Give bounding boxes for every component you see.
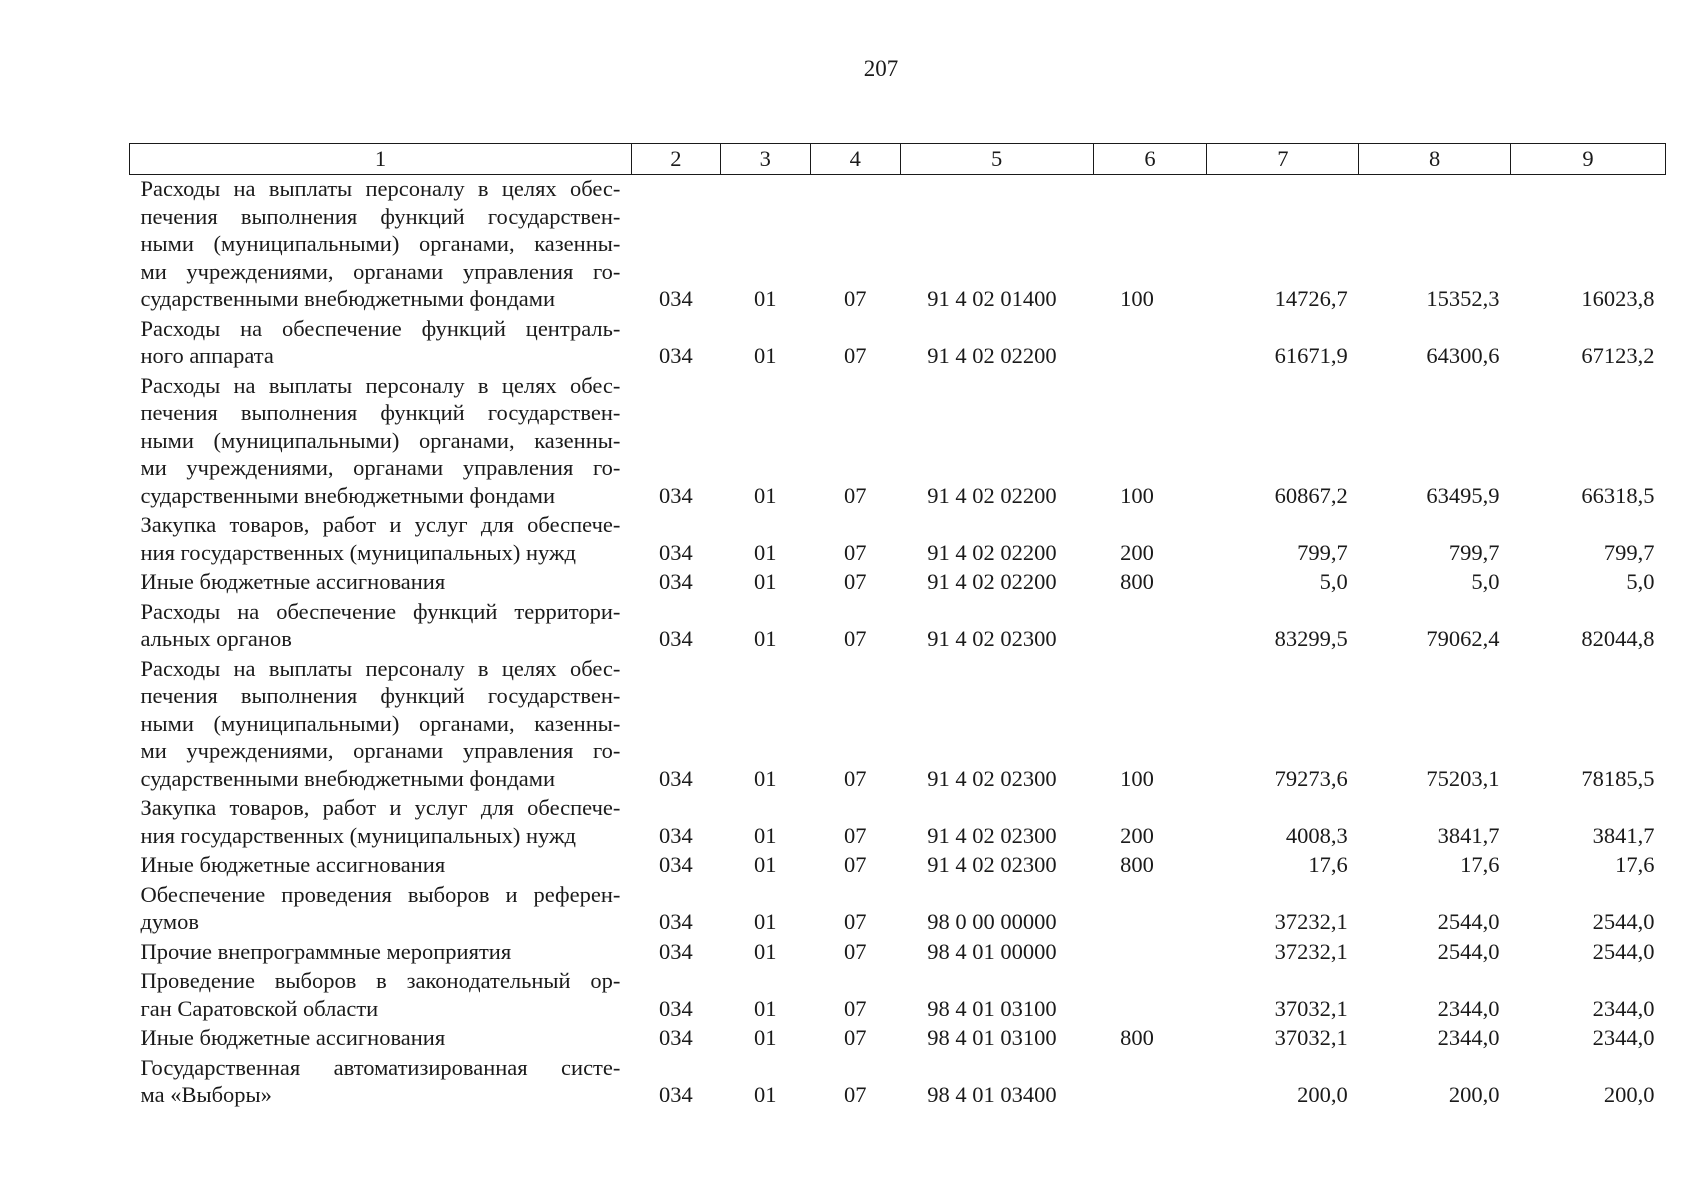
ministry-code: 034 [658, 995, 693, 1021]
row-description [130, 794, 632, 851]
target-article-code: 91 4 02 02300 [927, 852, 1057, 877]
amount-year-1: 37032,1 [1274, 995, 1348, 1021]
description-line: Государственная автоматизированная систе- [140, 1054, 621, 1080]
section-code: 01 [753, 822, 777, 848]
amount-year-1: 79273,6 [1274, 765, 1348, 791]
amount-year-3: 2544,0 [1592, 909, 1655, 934]
target-article-code: 91 4 02 02300 [927, 626, 1057, 651]
description-line: ного аппарата [140, 343, 274, 368]
table-row [130, 938, 1666, 968]
description-line: ния государственных (муниципальных) нужд [140, 822, 576, 848]
row-description [130, 315, 632, 372]
subsection-code: 07 [843, 822, 867, 848]
amount-year-3: 799,7 [1603, 539, 1655, 565]
description-line: Обеспечение проведения выборов и референ- [140, 881, 621, 907]
subsection-code: 07 [843, 343, 867, 368]
budget-table [129, 143, 1666, 1111]
section-code: 01 [753, 1025, 777, 1050]
table-row [130, 511, 1666, 568]
amount-year-1: 14726,7 [1274, 286, 1348, 311]
table-row [130, 1054, 1666, 1111]
amount-year-3: 78185,5 [1581, 765, 1655, 791]
row-description [130, 1054, 632, 1111]
page-number: 207 [863, 56, 899, 81]
expense-type-code [1093, 598, 1207, 655]
row-description [130, 881, 632, 938]
table-row [130, 967, 1666, 1024]
target-article-code: 91 4 02 02200 [927, 482, 1057, 508]
description-line: Прочие внепрограммные мероприятия [140, 938, 512, 964]
description-line: ми учреждениями, органами управления го- [140, 738, 621, 763]
target-article-code: 91 4 02 02300 [927, 765, 1057, 791]
expense-type-code: 800 [1120, 569, 1154, 594]
target-article-code: 91 4 02 02200 [927, 569, 1057, 594]
subsection-code: 07 [843, 482, 867, 508]
description-line: ными (муниципальными) органами, казенны- [140, 710, 621, 736]
row-description [130, 967, 632, 1024]
section-code: 01 [753, 938, 777, 964]
row-description [130, 655, 632, 795]
amount-year-2: 64300,6 [1426, 343, 1500, 368]
description-line: Проведение выборов в законодательный ор- [140, 968, 621, 993]
amount-year-3: 2544,0 [1592, 938, 1655, 964]
ministry-code: 034 [658, 1025, 693, 1050]
expense-type-code [1093, 938, 1207, 968]
amount-year-2: 75203,1 [1426, 765, 1500, 791]
subsection-code: 07 [843, 1025, 867, 1050]
description-line: печения выполнения функций государствен- [140, 683, 621, 708]
description-line: сударственными внебюджетными фондами [140, 765, 556, 791]
header-cell: 5 [900, 144, 1093, 175]
description-line: ми учреждениями, органами управления го- [140, 258, 621, 284]
amount-year-2: 2544,0 [1437, 938, 1500, 964]
section-code: 01 [753, 765, 777, 791]
header-cell: 1 [130, 144, 632, 175]
amount-year-2: 17,6 [1460, 852, 1500, 877]
expense-type-code [1093, 881, 1207, 938]
amount-year-3: 5,0 [1626, 569, 1655, 594]
target-article-code: 98 4 01 00000 [927, 938, 1057, 964]
header-row [130, 144, 1666, 175]
description-line: ния государственных (муниципальных) нужд [140, 539, 576, 565]
table-row [130, 175, 1666, 315]
amount-year-2: 2344,0 [1437, 995, 1500, 1021]
table-row [130, 315, 1666, 372]
target-article-code: 98 4 01 03400 [927, 1082, 1057, 1107]
row-description [130, 598, 632, 655]
table-row [130, 568, 1666, 598]
row-description [130, 851, 632, 881]
amount-year-2: 5,0 [1471, 569, 1500, 594]
ministry-code: 034 [658, 822, 693, 848]
table-row [130, 851, 1666, 881]
ministry-code: 034 [658, 852, 693, 877]
amount-year-2: 3841,7 [1437, 822, 1500, 848]
amount-year-3: 16023,8 [1581, 286, 1655, 311]
amount-year-1: 83299,5 [1274, 626, 1348, 651]
description-line: ми учреждениями, органами управления го- [140, 455, 621, 480]
subsection-code: 07 [843, 995, 867, 1021]
description-line: ными (муниципальными) органами, казенны- [140, 231, 621, 256]
target-article-code: 91 4 02 02200 [927, 539, 1057, 565]
row-description [130, 511, 632, 568]
ministry-code: 034 [658, 539, 693, 565]
row-description [130, 568, 632, 598]
subsection-code: 07 [843, 938, 867, 964]
row-description [130, 175, 632, 315]
subsection-code: 07 [843, 765, 867, 791]
expense-type-code [1093, 315, 1207, 372]
section-code: 01 [753, 852, 777, 877]
amount-year-3: 17,6 [1615, 852, 1655, 877]
header-cell: 3 [720, 144, 810, 175]
subsection-code: 07 [843, 626, 867, 651]
header-cell: 8 [1359, 144, 1511, 175]
target-article-code: 91 4 02 01400 [927, 286, 1057, 311]
amount-year-2: 63495,9 [1426, 482, 1500, 508]
amount-year-2: 2544,0 [1437, 909, 1500, 934]
description-line: ными (муниципальными) органами, казенны- [140, 427, 621, 453]
subsection-code: 07 [843, 1082, 867, 1107]
description-line: ган Саратовской области [140, 995, 379, 1021]
amount-year-2: 200,0 [1448, 1082, 1500, 1107]
expense-type-code: 200 [1120, 822, 1154, 848]
amount-year-3: 3841,7 [1592, 822, 1655, 848]
amount-year-3: 66318,5 [1581, 482, 1655, 508]
section-code: 01 [753, 482, 777, 508]
ministry-code: 034 [658, 569, 693, 594]
amount-year-2: 79062,4 [1426, 626, 1500, 651]
description-line: Расходы на выплаты персоналу в целях обес- [140, 655, 621, 681]
table-row [130, 655, 1666, 795]
description-line: Закупка товаров, работ и услуг для обеспече- [140, 795, 621, 820]
ministry-code: 034 [658, 938, 693, 964]
ministry-code: 034 [658, 286, 693, 311]
description-line: ма «Выборы» [140, 1082, 272, 1107]
amount-year-2: 2344,0 [1437, 1025, 1500, 1050]
header-cell: 2 [631, 144, 720, 175]
description-line: альных органов [140, 626, 292, 651]
amount-year-1: 4008,3 [1285, 822, 1348, 848]
description-line: сударственными внебюджетными фондами [140, 482, 556, 508]
expense-type-code: 800 [1120, 852, 1154, 877]
amount-year-1: 37232,1 [1274, 938, 1348, 964]
table-body [130, 175, 1666, 1111]
expense-type-code: 100 [1120, 286, 1154, 311]
ministry-code: 034 [658, 1082, 693, 1107]
description-line: сударственными внебюджетными фондами [140, 286, 556, 311]
section-code: 01 [753, 286, 777, 311]
description-line: думов [140, 909, 200, 934]
ministry-code: 034 [658, 626, 693, 651]
amount-year-3: 2344,0 [1592, 995, 1655, 1021]
ministry-code: 034 [658, 482, 693, 508]
description-line: Расходы на обеспечение функций централь- [140, 315, 621, 341]
description-line: Расходы на выплаты персоналу в целях обес- [140, 176, 621, 201]
ministry-code: 034 [658, 909, 693, 934]
description-line: печения выполнения функций государствен- [140, 400, 621, 425]
amount-year-1: 60867,2 [1274, 482, 1348, 508]
section-code: 01 [753, 569, 777, 594]
ministry-code: 034 [658, 765, 693, 791]
section-code: 01 [753, 909, 777, 934]
row-description [130, 1024, 632, 1054]
section-code: 01 [753, 539, 777, 565]
section-code: 01 [753, 995, 777, 1021]
amount-year-1: 200,0 [1297, 1082, 1348, 1107]
row-description [130, 372, 632, 512]
table-row [130, 372, 1666, 512]
table-row [130, 881, 1666, 938]
amount-year-3: 2344,0 [1592, 1025, 1655, 1050]
description-line: Иные бюджетные ассигнования [140, 569, 446, 594]
subsection-code: 07 [843, 569, 867, 594]
table-row [130, 598, 1666, 655]
header-cell: 9 [1510, 144, 1665, 175]
expense-type-code: 200 [1120, 539, 1154, 565]
amount-year-1: 37232,1 [1274, 909, 1348, 934]
target-article-code: 98 0 00 00000 [927, 909, 1057, 934]
amount-year-3: 82044,8 [1581, 626, 1655, 651]
expense-type-code [1093, 967, 1207, 1024]
description-line: Иные бюджетные ассигнования [140, 1025, 446, 1050]
table-row [130, 1024, 1666, 1054]
amount-year-1: 5,0 [1319, 569, 1348, 594]
description-line: Иные бюджетные ассигнования [140, 852, 446, 877]
description-line: печения выполнения функций государствен- [140, 203, 621, 229]
subsection-code: 07 [843, 286, 867, 311]
amount-year-3: 200,0 [1603, 1082, 1655, 1107]
subsection-code: 07 [843, 539, 867, 565]
subsection-code: 07 [843, 909, 867, 934]
expense-type-code [1093, 1054, 1207, 1111]
target-article-code: 98 4 01 03100 [927, 995, 1057, 1021]
section-code: 01 [753, 1082, 777, 1107]
subsection-code: 07 [843, 852, 867, 877]
amount-year-2: 15352,3 [1426, 286, 1500, 311]
description-line: Закупка товаров, работ и услуг для обеспече- [140, 512, 621, 537]
expense-type-code: 100 [1120, 765, 1154, 791]
table-row [130, 794, 1666, 851]
amount-year-1: 799,7 [1297, 539, 1348, 565]
amount-year-1: 37032,1 [1274, 1025, 1348, 1050]
description-line: Расходы на выплаты персоналу в целях обес- [140, 372, 621, 398]
row-description [130, 938, 632, 968]
amount-year-1: 61671,9 [1274, 343, 1348, 368]
amount-year-3: 67123,2 [1581, 343, 1655, 368]
amount-year-1: 17,6 [1308, 852, 1348, 877]
target-article-code: 91 4 02 02200 [927, 343, 1057, 368]
target-article-code: 98 4 01 03100 [927, 1025, 1057, 1050]
expense-type-code: 100 [1120, 482, 1154, 508]
target-article-code: 91 4 02 02300 [927, 822, 1057, 848]
ministry-code: 034 [658, 343, 693, 368]
section-code: 01 [753, 343, 777, 368]
amount-year-2: 799,7 [1448, 539, 1500, 565]
header-cell: 7 [1207, 144, 1359, 175]
section-code: 01 [753, 626, 777, 651]
header-cell: 6 [1093, 144, 1207, 175]
description-line: Расходы на обеспечение функций территори- [140, 598, 621, 624]
header-cell: 4 [810, 144, 900, 175]
expense-type-code: 800 [1120, 1025, 1154, 1050]
